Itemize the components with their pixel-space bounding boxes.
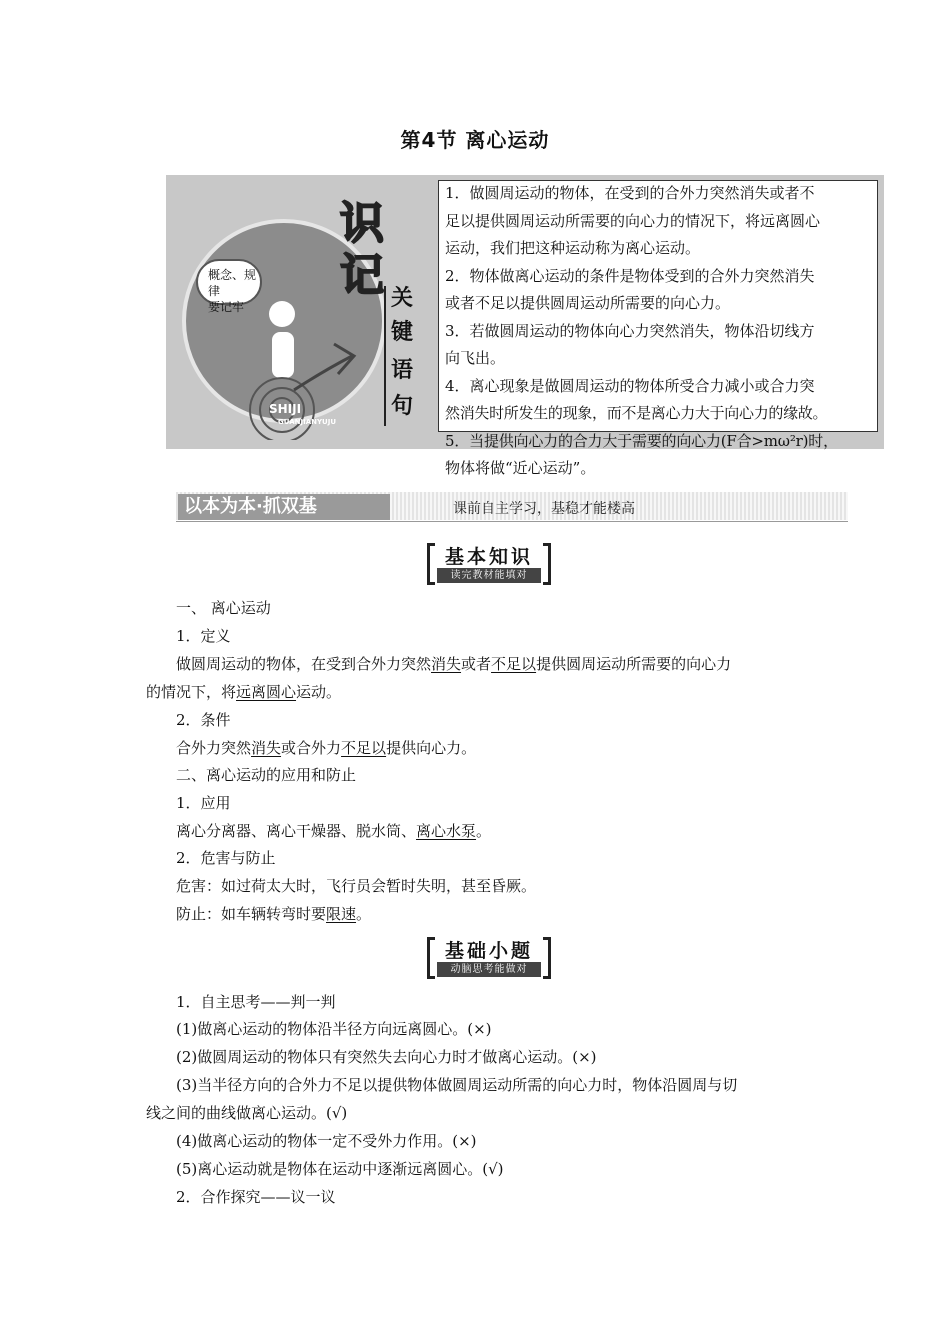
key-point-line: 向飞出。 bbox=[445, 349, 506, 367]
speech-bubble bbox=[196, 259, 262, 314]
banner-divider bbox=[384, 286, 386, 426]
quiz-section-2-title: 2．合作探究——议一议 bbox=[176, 1188, 336, 1206]
key-point-line: 或者不足以提供圆周运动所需要的向心力。 bbox=[445, 294, 731, 312]
blank-answer: 离心水泵 bbox=[416, 822, 477, 840]
badge-basic-questions bbox=[427, 937, 551, 981]
key-point-line: 1．做圆周运动的物体，在受到的合外力突然消失或者不 bbox=[445, 184, 815, 202]
heading-centrifugal: 一、 离心运动 bbox=[176, 599, 271, 617]
harm-prevention-title: 2．危害与防止 bbox=[176, 849, 276, 867]
blank-answer: 消失 bbox=[431, 655, 462, 673]
banner-key-1: 关 bbox=[391, 286, 414, 311]
quiz-item: (2)做圆周运动的物体只有突然失去向心力时才做离心运动。(×) bbox=[176, 1048, 597, 1066]
badge-title: 基本知识 bbox=[444, 546, 533, 568]
badge-title: 基础小题 bbox=[444, 940, 533, 962]
text-span: 或合外力 bbox=[281, 739, 342, 757]
prevention-line bbox=[176, 903, 371, 924]
key-point-5-line-1: 5．当提供向心力的合力大于需要的向心力(F合>mω²r)时， bbox=[445, 431, 838, 450]
key-point-line: 2．物体做离心运动的条件是物体受到的合外力突然消失 bbox=[445, 266, 815, 285]
key-point-line: 足以提供圆周运动所需要的向心力的情况下，将远离圆心 bbox=[445, 211, 821, 230]
quiz-section-1-title: 1．自主思考——判一判 bbox=[176, 993, 336, 1011]
key-point-line: 3．若做圆周运动的物体向心力突然消失，物体沿切线方 bbox=[445, 321, 815, 340]
text-span: 提供圆周运动所需要的向心力 bbox=[536, 655, 732, 673]
definition-title: 1．定义 bbox=[176, 627, 231, 645]
key-points-list bbox=[445, 180, 838, 483]
text-span: 或者 bbox=[461, 655, 492, 673]
blank-answer: 不足以 bbox=[491, 655, 537, 673]
badge-basic-knowledge bbox=[427, 543, 551, 587]
definition-line-1 bbox=[176, 653, 731, 674]
quiz-item: (4)做离心运动的物体一定不受外力作用。(×) bbox=[176, 1132, 477, 1150]
text-span: 。 bbox=[476, 822, 492, 840]
section-bar-label: 以本为本·抓双基 bbox=[178, 494, 390, 520]
banner-char-ji: 记 bbox=[340, 250, 384, 301]
application-title: 1．应用 bbox=[176, 794, 231, 812]
quiz-item: (3)当半径方向的合外力不足以提供物体做圆周运动所需的向心力时，物体沿圆周与切 bbox=[176, 1076, 738, 1094]
banner-char-shi: 识 bbox=[340, 198, 384, 249]
section-bar-subtitle: 课前自主学习，基稳才能楼高 bbox=[453, 501, 635, 517]
text-span: 。 bbox=[356, 905, 372, 923]
key-point-line: 然消失时所发生的现象，而不是离心力大于向心力的缘故。 bbox=[445, 404, 828, 422]
blank-answer: 限速 bbox=[326, 905, 357, 923]
condition-title: 2．条件 bbox=[176, 711, 231, 729]
text-span: 离心分离器、离心干燥器、脱水筒、 bbox=[176, 822, 417, 840]
quiz-item: (1)做离心运动的物体沿半径方向远离圆心。(×) bbox=[176, 1020, 492, 1038]
badge-subtitle: 读完教材能填对 bbox=[437, 568, 541, 583]
key-point-line: 4．离心现象是做圆周运动的物体所受合力减小或合力突 bbox=[445, 376, 815, 395]
blank-answer: 远离圆心 bbox=[236, 683, 297, 701]
blank-answer: 不足以 bbox=[341, 739, 387, 757]
heading-application: 二、离心运动的应用和防止 bbox=[176, 766, 357, 784]
text-span: 提供向心力。 bbox=[386, 739, 477, 757]
key-point-line: 运动，我们把这种运动称为离心运动。 bbox=[445, 239, 701, 257]
bubble-line-2: 要记牢 bbox=[208, 300, 245, 314]
harm-line: 危害：如过荷太大时，飞行员会暂时失明，甚至昏厥。 bbox=[176, 877, 537, 895]
section-bar-underline bbox=[176, 521, 848, 522]
blank-answer: 消失 bbox=[251, 739, 282, 757]
banner-key-4: 句 bbox=[391, 394, 414, 419]
application-line bbox=[176, 820, 491, 841]
text-span: 防止：如车辆转弯时要 bbox=[176, 905, 327, 923]
key-point-5-line-2: 物体将做“近心运动”。 bbox=[445, 459, 596, 477]
text-span: 做圆周运动的物体，在受到合外力突然 bbox=[176, 655, 432, 673]
quiz-item: (5)离心运动就是物体在运动中逐渐远离圆心。(√) bbox=[176, 1160, 504, 1178]
definition-line-2 bbox=[146, 681, 341, 702]
banner-key-3: 语 bbox=[391, 358, 414, 383]
condition-line bbox=[176, 737, 476, 758]
banner-key-2: 键 bbox=[391, 320, 414, 345]
text-span: 运动。 bbox=[296, 683, 342, 701]
text-span: 的情况下，将 bbox=[146, 683, 237, 701]
text-span: 合外力突然 bbox=[176, 739, 252, 757]
banner-shiji: SHIJI bbox=[269, 402, 302, 416]
quiz-item-continued: 线之间的曲线做离心运动。(√) bbox=[146, 1104, 348, 1122]
banner-guanjian: GUANJIANYUJU bbox=[278, 418, 337, 426]
page-title: 第4节 离心运动 bbox=[400, 128, 550, 152]
bubble-line-1: 概念、规律 bbox=[208, 268, 257, 298]
badge-subtitle: 动脑思考能做对 bbox=[437, 962, 541, 977]
